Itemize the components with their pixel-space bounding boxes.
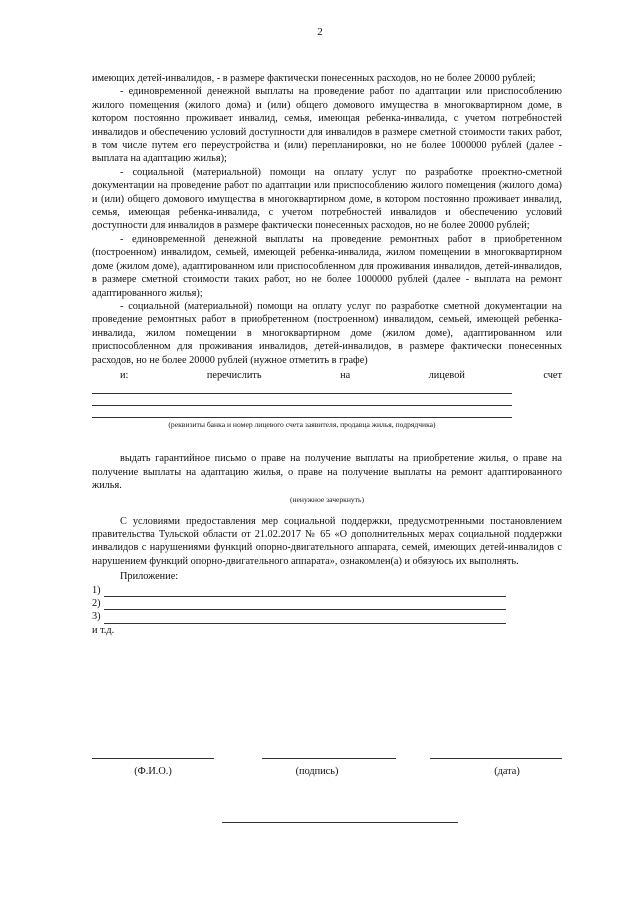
cross-out-caption: (ненужное зачеркнуть) [289,494,365,504]
bank-details-line-2[interactable] [92,394,512,406]
appendix-field[interactable] [104,599,506,610]
date-line[interactable] [430,758,562,759]
appendix-item-1[interactable] [92,584,562,597]
paragraph-design-help: - социальной (материальной) помощи на оплату услуг по разработке проектно-сметной документации на проведение работ по адаптации или приспособлению жилого помещения (жилого дома) и (или) общего домового имущества в многоквартирном доме, в котором постоянно проживает инвалид, семья, имеющая ребенка-инвалида, с учетом потребностей инвалидов и обеспечению условий доступности для инвалидов в размере фактически понесенных расходов, но не более 20000 рублей; [92,166,562,232]
account-word-1: и: [120,369,129,381]
document-body [92,72,562,637]
guarantee-paragraph: выдать гарантийное письмо о праве на получение выплаты на приобретение жилья, о праве на получение выплаты на адаптацию жилья, о праве на получение выплаты на ремонт адаптированного жилья. [92,453,562,492]
appendix-item-2[interactable] [92,597,562,610]
bottom-separator [222,822,458,823]
appendix-number: 3) [92,611,101,623]
etc-label: и т.д. [92,624,115,636]
appendix-item-3[interactable] [92,610,562,623]
signature-block [0,752,640,792]
bank-caption: (реквизиты банка и номер лицевого счета заявителя, продавца жилья, подрядчика) [168,420,436,430]
account-word-5: счет [543,369,562,381]
account-word-3: на [340,369,351,381]
bank-details-line-3[interactable] [92,406,512,418]
fio-line[interactable] [92,758,214,759]
account-word-2: перечислить [206,369,262,381]
appendix-field[interactable] [104,613,506,624]
date-label: (дата) [494,766,520,777]
conditions-paragraph: С условиями предоставления мер социальной поддержки, предусмотренными постановлением правительства Тульской области от 21.02.2017 № 65 «О дополнительных мерах социальной поддержки инвалидов с нарушениями функций опорно-двигательного аппарата, семей, имеющих детей-инвалидов с нарушением функций опорно-двигательного аппарата», ознакомлен(а) и обязуюсь их выполнять. [92,515,562,567]
page-number: 2 [317,26,323,38]
paragraph-estimate-help: - социальной (материальной) помощи на оплату услуг по разработке сметной документации на проведение ремонтных работ в приобретенном (построенном) инвалидом, семьей, имеющей ребенка-инвалида, жилом помещении в многоквартирном доме (жилом доме), адаптированном или приспособленном для проживания инвалидов, детей-инвалидов, в размере фактически понесенных расходов, но не более 20000 рублей (нужное отметить в графе) [92,300,562,366]
appendix-title: Приложение: [120,571,179,583]
account-row [92,369,562,382]
bank-details-line-1[interactable] [92,382,512,394]
paragraph-repair-payment: - единовременной денежной выплаты на проведение ремонтных работ в приобретенном (построенном) инвалидом, семьей, имеющей ребенка-инвалида, жилом помещении в многоквартирном доме (жилом доме), адаптированном или приспособленном для проживания инвалидов, детей-инвалидов, в размере сметной стоимости таких работ, но не более 1000000 рублей (далее - выплата на ремонт адаптированного жилья); [92,233,562,299]
appendix-field[interactable] [104,586,506,597]
appendix-number: 1) [92,584,101,596]
signature-line[interactable] [262,758,396,759]
paragraph-adaptation-payment: - единовременной денежной выплаты на проведение работ по адаптации или приспособлению жилого помещения (жилого дома) и (или) общего домового имущества в многоквартирном доме, в котором постоянно проживает инвалид, семья, имеющая ребенка-инвалида, с учетом потребностей инвалидов и обеспечению условий доступности для инвалидов в размере сметной стоимости таких работ, в том числе путем его переустройства и (или) перепланировки, но не более 1000000 рублей (далее - выплата на адаптацию жилья); [92,86,562,165]
appendix-number: 2) [92,597,101,609]
paragraph-continuation: имеющих детей-инвалидов, - в размере фактически понесенных расходов, но не более 20000 рублей; [92,73,536,84]
signature-label: (подпись) [295,766,339,777]
account-word-4: лицевой [428,369,465,381]
fio-label: (Ф.И.О.) [134,766,172,777]
